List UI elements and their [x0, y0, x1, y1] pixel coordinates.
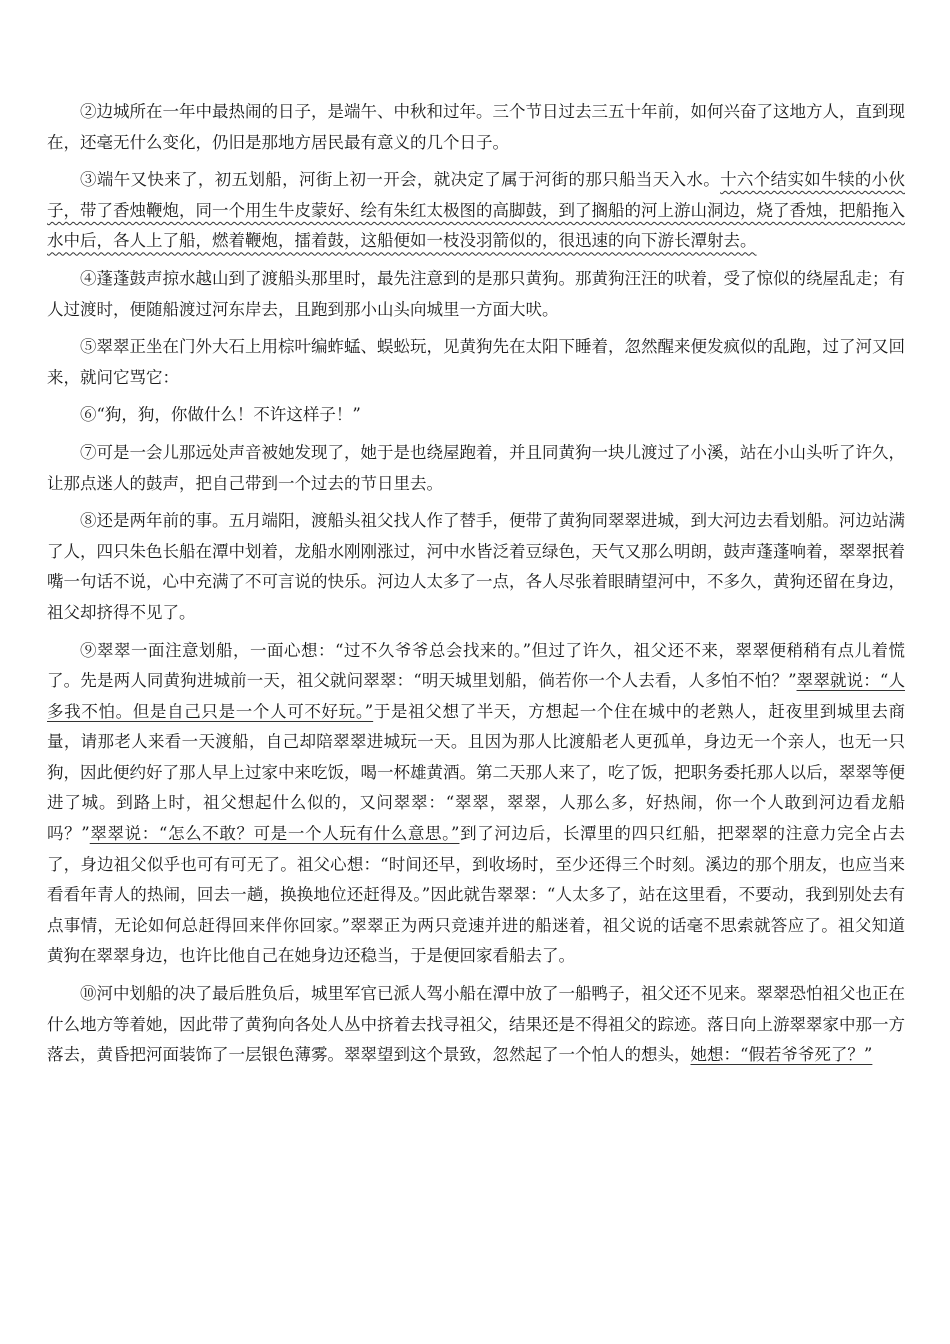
p3-text: ③端午又快来了，初五划船，河街上初一开会，就决定了属于河街的那只船当天入水。	[80, 170, 721, 190]
paragraph-8	[47, 506, 905, 628]
document-page	[47, 97, 905, 1078]
p9-underlined-quote-2: 翠翠说：“怎么不敢？可是一个人玩有什么意思。”	[89, 824, 460, 844]
paragraph-5	[47, 332, 905, 393]
p9-text-2: 于是祖父想了半天，方想起一个住在城中的老熟人，赶夜里到城里去商量，请那老人来看一天渡船，自己却陪翠翠进城玩一天。且因为那人比渡船老人更孤单，身边无一个亲人，也无一只狗，因此便约好了那人早上过家中来吃饭，喝一杯雄黄酒。第二天那人来了，吃了饭，把职务委托那人以后，翠翠等便进了城。到路上时，祖父想起什么似的，又问翠翠：“翠翠，翠翠，人那么多，好热闹，你一个人敢到河边看龙船吗？”	[47, 701, 905, 844]
paragraph-9	[47, 636, 905, 973]
paragraph-3	[47, 165, 905, 257]
p5-text: ⑤翠翠正坐在门外大石上用棕叶编蚱蜢、蜈蚣玩，见黄狗先在太阳下睡着，忽然醒来便发疯似的乱跑，过了河又回来，就问它骂它：	[47, 337, 905, 387]
p9-text-3: 到了河边后，长潭里的四只红船，把翠翠的注意力完全占去了，身边祖父似乎也可有可无了。祖父心想：“时间还早，到收场时，至少还得三个时刻。溪边的那个朋友，也应当来看看年青人的热闹，回去一趟，换换地位还赶得及。”因此就告翠翠：“人太多了，站在这里看，不要动，我到别处去有点事情，无论如何总赶得回来伴你回家。”翠翠正为两只竞速并进的船迷着，祖父说的话毫不思索就答应了。祖父知道黄狗在翠翠身边，也许比他自己在她身边还稳当，于是便回家看船去了。	[47, 824, 906, 966]
p10-underlined-quote: 她想：“假若爷爷死了？”	[690, 1045, 873, 1065]
p4-text: ④蓬蓬鼓声掠水越山到了渡船头那里时，最先注意到的是那只黄狗。那黄狗汪汪的吠着，受了惊似的绕屋乱走；有人过渡时，便随船渡过河东岸去，且跑到那小山头向城里一方面大吠。	[47, 268, 905, 319]
paragraph-2	[47, 97, 905, 158]
p8-text: ⑧还是两年前的事。五月端阳，渡船头祖父找人作了替手，便带了黄狗同翠翠进城，到大河边去看划船。河边站满了人，四只朱色长船在潭中划着，龙船水刚刚涨过，河中水皆泛着豆绿色，天气又那么明朗，鼓声蓬蓬响着，翠翠抿着嘴一句话不说，心中充满了不可言说的快乐。河边人太多了一点，各人尽张着眼睛望河中，不多久，黄狗还留在身边，祖父却挤得不见了。	[47, 511, 905, 622]
paragraph-4	[47, 264, 905, 325]
p9-text-1: ⑨翠翠一面注意划船，一面心想：“过不久爷爷总会找来的。”但过了许久，祖父还不来，翠翠便稍稍有点儿着慌了。先是两人同黄狗进城前一天，祖父就问翠翠：“明天城里划船，倘若你一个人去看，人多怕不怕？”	[47, 640, 905, 691]
p3-wavy-underlined-text: 十六个结实如牛犊的小伙子，带了香烛鞭炮，同一个用生牛皮蒙好、绘有朱红太极图的高脚鼓，到了搁船的河上游山洞边，烧了香烛，把船拖入水中后，各人上了船，燃着鞭炮，擂着鼓，这船便如一枝没羽箭似的，很迅速的向下游长潭射去。	[47, 170, 905, 251]
paragraph-6	[47, 400, 905, 431]
paragraph-10	[47, 979, 905, 1071]
p7-text: ⑦可是一会儿那远处声音被她发现了，她于是也绕屋跑着，并且同黄狗一块儿渡过了小溪，站在小山头听了许久，让那点迷人的鼓声，把自己带到一个过去的节日里去。	[47, 442, 905, 493]
p6-text: ⑥“狗，狗，你做什么！不许这样子！”	[80, 405, 361, 425]
p2-text: ②边城所在一年中最热闹的日子，是端午、中秋和过年。三个节日过去三五十年前，如何兴奋了这地方人，直到现在，还毫无什么变化，仍旧是那地方居民最有意义的几个日子。	[47, 102, 905, 152]
paragraph-7	[47, 438, 905, 499]
p10-text: ⑩河中划船的决了最后胜负后，城里军官已派人驾小船在潭中放了一船鸭子，祖父还不见来。翠翠恐怕祖父也正在什么地方等着她，因此带了黄狗向各处人丛中挤着去找寻祖父，结果还是不得祖父的踪迹。落日向上游翠翠家中那一方落去，黄昏把河面装饰了一层银色薄雾。翠翠望到这个景致，忽然起了一个怕人的想头，	[47, 984, 905, 1065]
p9-underlined-quote-1: 翠翠就说：“人多我不怕。但是自己只是一个人可不好玩。”	[47, 671, 906, 721]
